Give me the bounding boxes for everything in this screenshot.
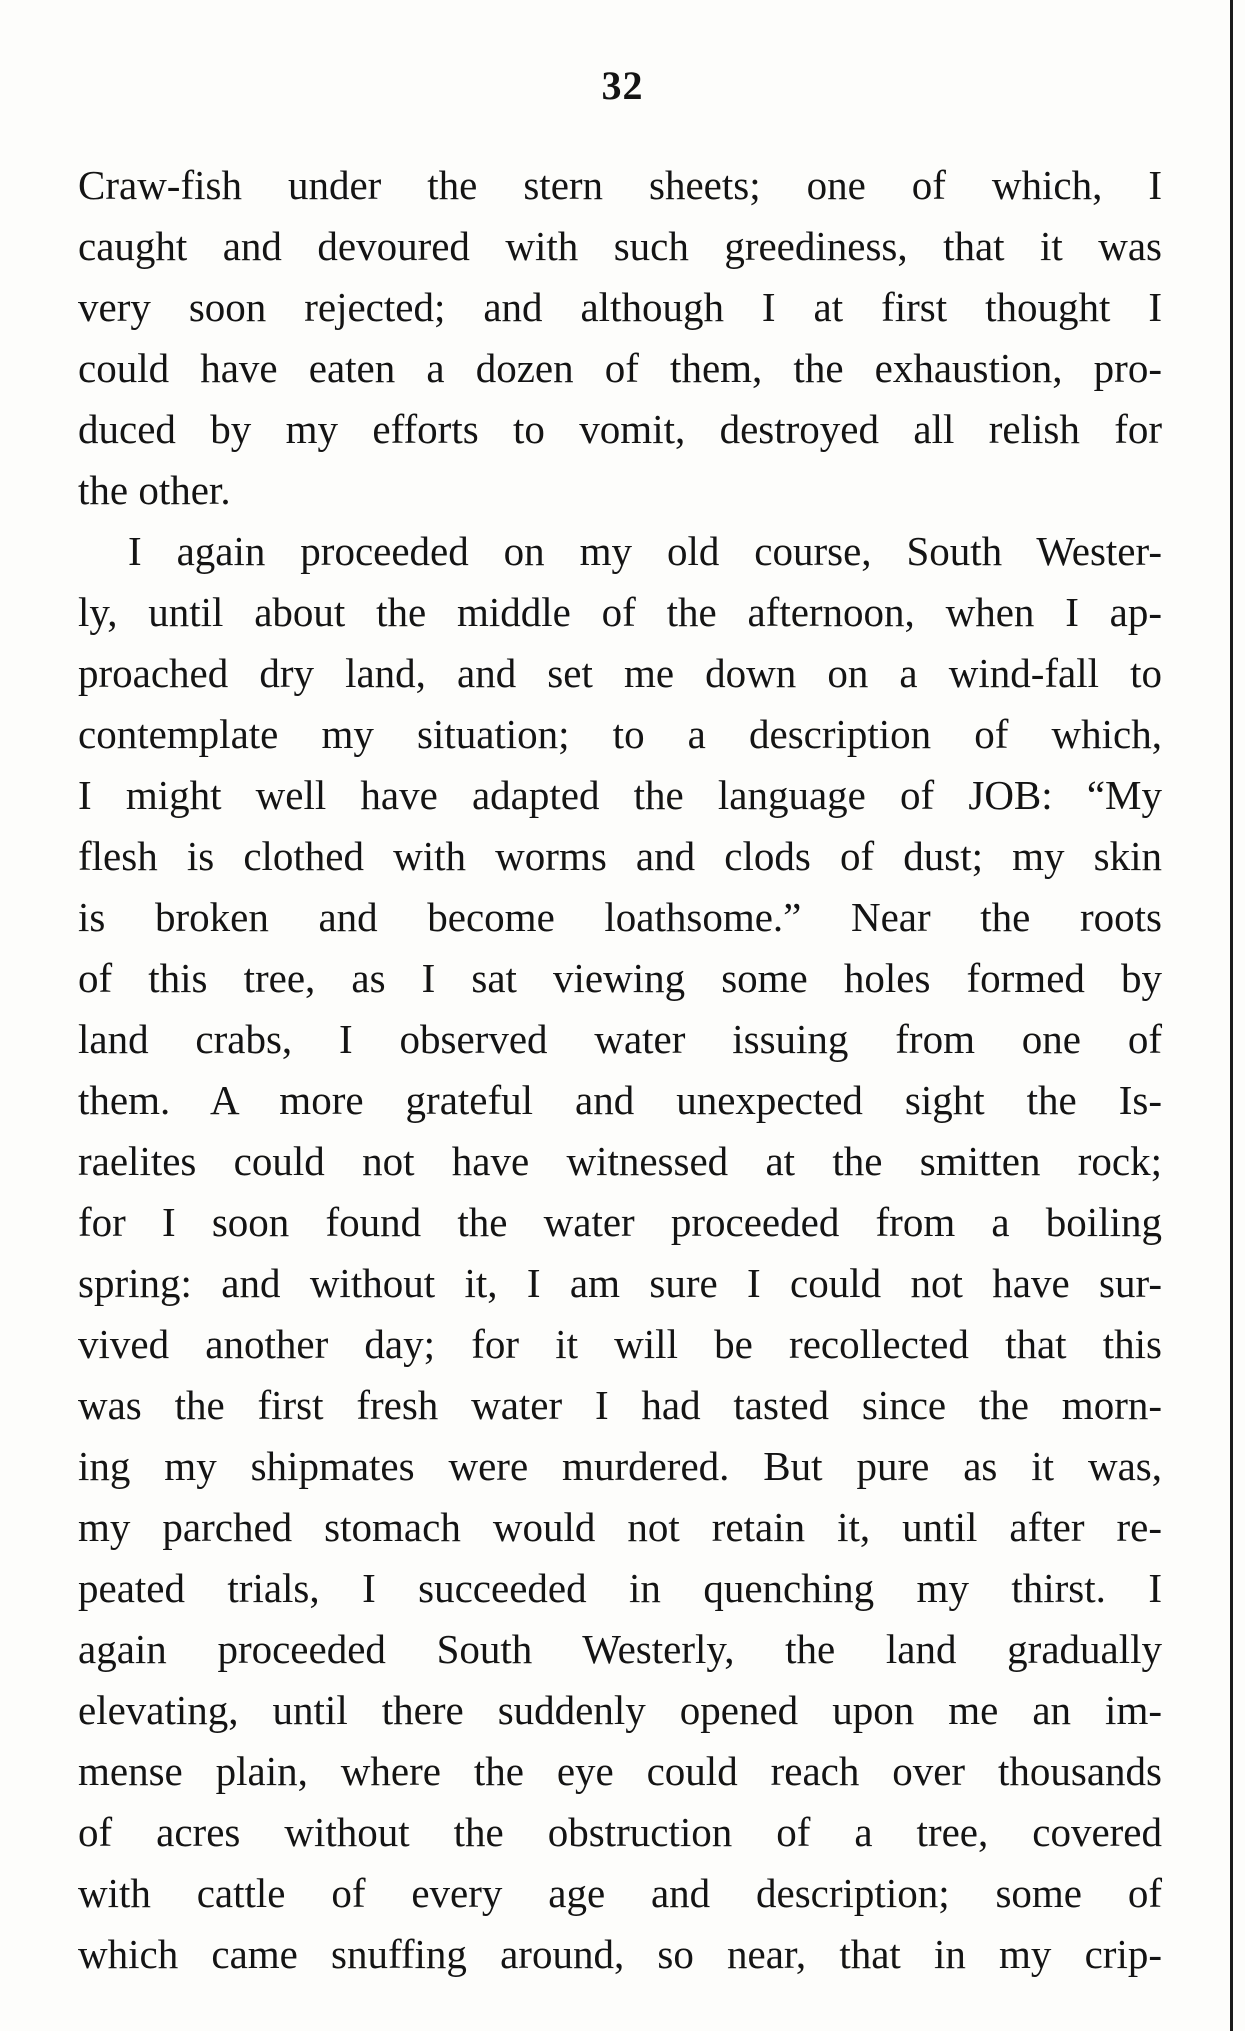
text-line: them. A more grateful and unexpected sight the Is- bbox=[78, 1077, 1162, 1123]
text-line: for I soon found the water proceeded from a boiling bbox=[78, 1199, 1162, 1245]
text-line: contemplate my situation; to a description of which, bbox=[78, 711, 1162, 757]
text-line: raelites could not have witnessed at the smitten rock; bbox=[78, 1138, 1162, 1184]
text-line: flesh is clothed with worms and clods of dust; my skin bbox=[78, 833, 1162, 879]
text-line: the other. bbox=[78, 467, 231, 513]
text-line: elevating, until there suddenly opened upon me an im- bbox=[78, 1687, 1162, 1733]
text-line: very soon rejected; and although I at first thought I bbox=[78, 284, 1162, 330]
text-line: was the first fresh water I had tasted since the morn- bbox=[78, 1382, 1162, 1428]
text-line: Craw-fish under the stern sheets; one of which, I bbox=[78, 162, 1162, 208]
text-line: which came snuffing around, so near, that in my crip- bbox=[78, 1931, 1162, 1977]
text-line: of acres without the obstruction of a tree, covered bbox=[78, 1809, 1162, 1855]
text-line: could have eaten a dozen of them, the exhaustion, pro- bbox=[78, 345, 1162, 391]
text-line: land crabs, I observed water issuing from one of bbox=[78, 1016, 1162, 1062]
text-line: ing my shipmates were murdered. But pure as it was, bbox=[78, 1443, 1162, 1489]
body-text bbox=[78, 155, 1162, 1985]
text-line: is broken and become loathsome.” Near the roots bbox=[78, 894, 1162, 940]
text-line: of this tree, as I sat viewing some holes formed by bbox=[78, 955, 1162, 1001]
text-line: mense plain, where the eye could reach over thousands bbox=[78, 1748, 1162, 1794]
text-line: I again proceeded on my old course, South Wester- bbox=[128, 528, 1162, 574]
page-edge-line bbox=[1230, 0, 1233, 2031]
text-line: proached dry land, and set me down on a wind-fall to bbox=[78, 650, 1162, 696]
text-line: again proceeded South Westerly, the land gradually bbox=[78, 1626, 1162, 1672]
text-line: caught and devoured with such greediness, that it was bbox=[78, 223, 1162, 269]
text-line: ly, until about the middle of the afternoon, when I ap- bbox=[78, 589, 1162, 635]
text-line: vived another day; for it will be recollected that this bbox=[78, 1321, 1162, 1367]
text-line: peated trials, I succeeded in quenching my thirst. I bbox=[78, 1565, 1162, 1611]
text-line: with cattle of every age and description; some of bbox=[78, 1870, 1162, 1916]
page-number: 32 bbox=[601, 63, 644, 108]
text-line: my parched stomach would not retain it, until after re- bbox=[78, 1504, 1162, 1550]
text-line: duced by my efforts to vomit, destroyed all relish for bbox=[78, 406, 1162, 452]
text-line: I might well have adapted the language of JOB: “My bbox=[78, 772, 1162, 818]
text-line: spring: and without it, I am sure I could not have sur- bbox=[78, 1260, 1162, 1306]
